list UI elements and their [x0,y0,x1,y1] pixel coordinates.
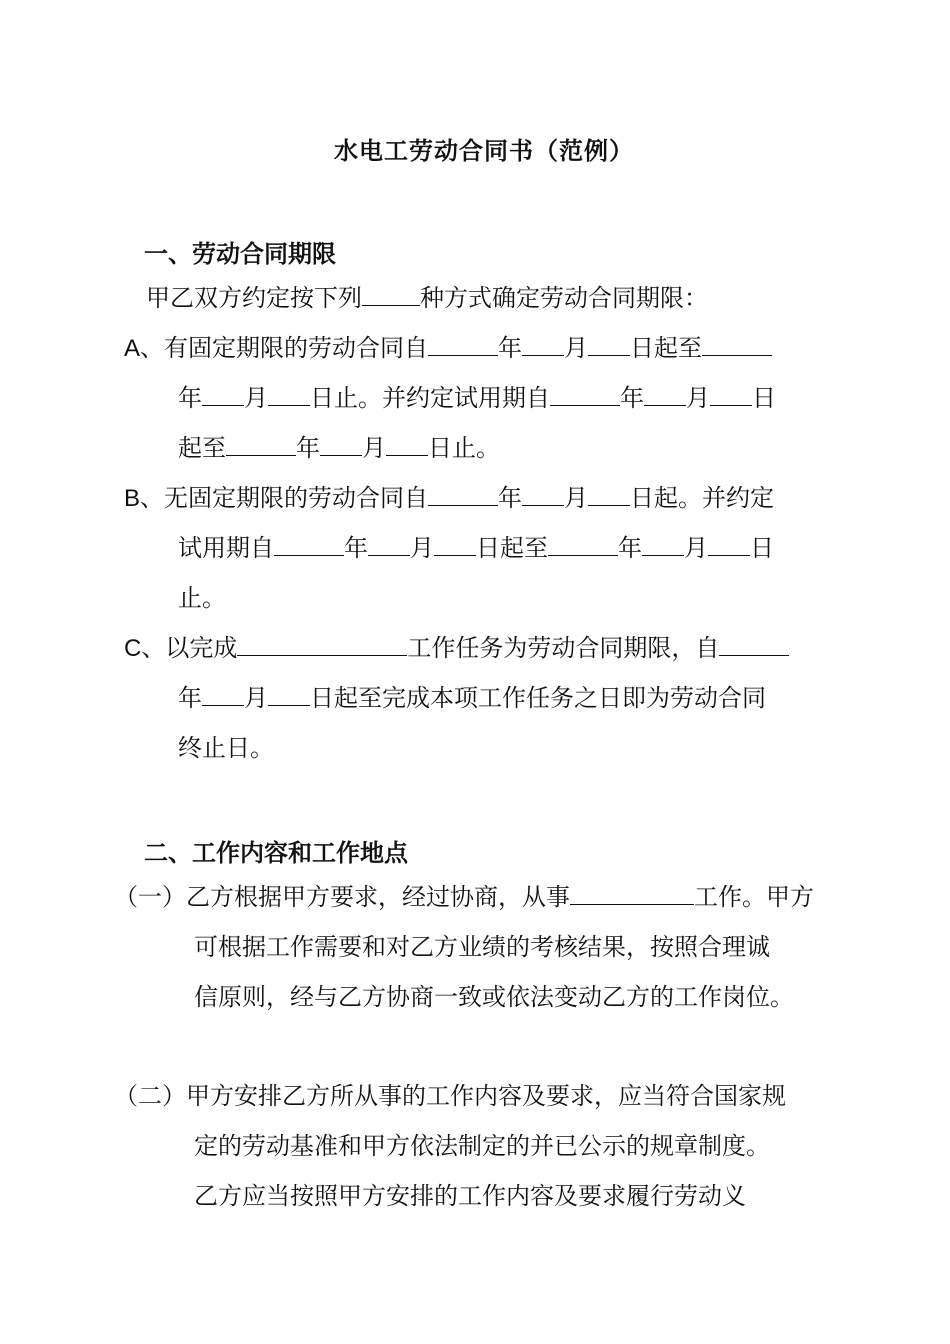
option-a-marker: A [124,335,141,362]
option-b-line-2 [178,533,774,563]
month-label: 月 [244,384,268,412]
year-label: 年 [296,434,320,462]
option-a-line-3 [178,433,500,463]
task-blank[interactable] [237,633,407,656]
day-label: 日止。 [428,434,500,462]
job-blank[interactable] [570,882,694,905]
option-a-text: 、有固定期限的劳动合同自 [140,334,429,362]
option-c-text: 日起至完成本项工作任务之日即为劳动合同 [310,684,766,712]
year-label: 年 [344,534,368,562]
year-label: 年 [498,484,523,512]
date-blank[interactable] [588,483,630,506]
date-blank[interactable] [202,683,244,706]
date-blank[interactable] [226,433,296,456]
year-label: 年 [618,534,642,562]
item-1-text: （一）乙方根据甲方要求，经过协商，从事 [114,883,570,911]
date-blank[interactable] [719,633,789,656]
year-label: 年 [178,684,202,712]
option-b-text: 、无固定期限的劳动合同自 [140,484,429,512]
option-b-text: 试用期自 [178,534,274,562]
date-blank[interactable] [274,533,344,556]
date-blank[interactable] [644,383,686,406]
date-blank[interactable] [434,533,476,556]
option-b-line-1 [124,483,774,514]
day-label: 日 [750,534,774,562]
intro-line [146,283,708,313]
month-label: 月 [684,534,708,562]
month-label: 月 [686,384,710,412]
item-2-line-3: 乙方应当按照甲方安排的工作内容及要求履行劳动义 [194,1182,746,1210]
date-blank[interactable] [320,433,362,456]
option-b-text: 止。 [178,584,226,612]
date-blank[interactable] [428,483,498,506]
date-blank[interactable] [428,333,498,356]
option-b-line-3 [178,583,226,613]
intro-text-b: 种方式确定劳动合同期限： [420,284,708,312]
option-a-text: 起至 [178,434,226,462]
month-label: 月 [410,534,434,562]
day-label: 日起至 [630,334,703,362]
option-a-line-2 [178,383,776,413]
option-c-text: 、以完成 [141,634,238,662]
option-c-line-2 [178,683,766,713]
item-2-line-2: 定的劳动基准和甲方依法制定的并已公示的规章制度。 [194,1132,770,1160]
date-blank[interactable] [708,533,750,556]
date-blank[interactable] [368,533,410,556]
date-blank[interactable] [522,333,564,356]
month-label: 月 [564,484,589,512]
item-1-line-1 [114,882,814,912]
year-label: 年 [178,384,202,412]
option-b-text: 日起至 [476,534,548,562]
item-1-line-2: 可根据工作需要和对乙方业绩的考核结果，按照合理诚 [194,933,770,961]
day-label: 日 [752,384,776,412]
date-blank[interactable] [386,433,428,456]
item-1-line-3: 信原则，经与乙方协商一致或依法变动乙方的工作岗位。 [194,983,794,1011]
date-blank[interactable] [268,383,310,406]
option-c-line-1 [124,633,789,664]
option-a-text: 日止。并约定试用期自 [310,384,550,412]
date-blank[interactable] [550,383,620,406]
option-a-line-1 [124,333,772,364]
date-blank[interactable] [642,533,684,556]
month-label: 月 [564,334,589,362]
item-1-text: 工作。甲方 [694,883,814,911]
month-label: 月 [362,434,386,462]
option-c-line-3 [178,733,274,763]
option-b-marker: B [124,485,141,512]
option-c-marker: C [124,635,142,662]
option-c-text: 工作任务为劳动合同期限，自 [407,634,720,662]
date-blank[interactable] [522,483,564,506]
date-blank[interactable] [702,333,772,356]
item-2-line-1: （二）甲方安排乙方所从事的工作内容及要求，应当符合国家规 [114,1082,786,1110]
year-label: 年 [498,334,523,362]
date-blank[interactable] [710,383,752,406]
year-label: 年 [620,384,644,412]
date-blank[interactable] [268,683,310,706]
document-title: 水电工劳动合同书（范例） [334,137,634,165]
method-blank[interactable] [362,283,420,306]
section-heading-work: 二、工作内容和工作地点 [144,839,408,867]
month-label: 月 [244,684,268,712]
date-blank[interactable] [588,333,630,356]
intro-text-a: 甲乙双方约定按下列 [146,284,362,312]
date-blank[interactable] [548,533,618,556]
option-b-text: 日起。并约定 [630,484,775,512]
date-blank[interactable] [202,383,244,406]
option-c-text: 终止日。 [178,734,274,762]
section-heading-term: 一、劳动合同期限 [144,240,336,268]
